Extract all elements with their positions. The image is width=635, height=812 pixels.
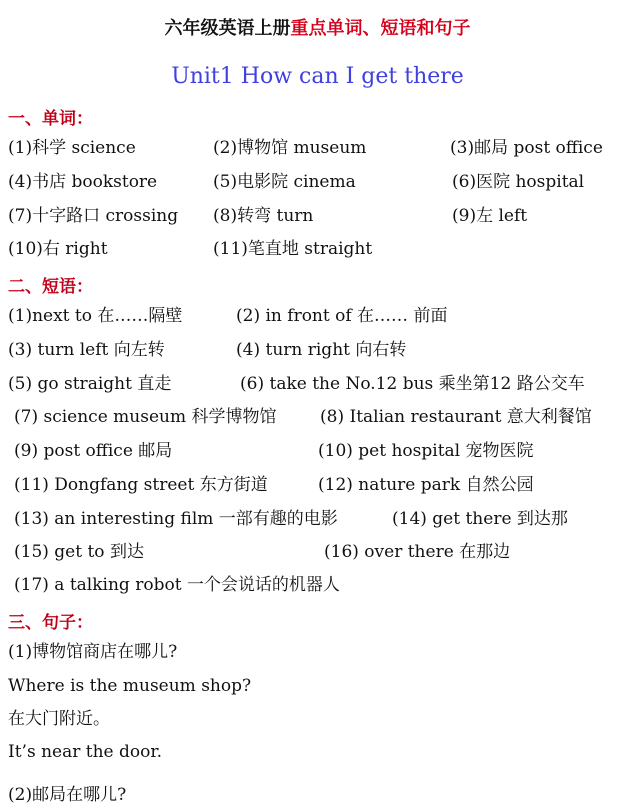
word-item: (3)邮局 post office	[450, 138, 603, 158]
phrase-item: (5) go straight 直走	[8, 374, 172, 394]
phrase-item: (3) turn left 向左转	[8, 340, 165, 360]
phrase-row	[0, 371, 635, 397]
sentence-line: (2)邮局在哪儿?	[8, 785, 127, 805]
phrase-item: (15) get to 到达	[14, 542, 144, 562]
phrase-item: (9) post office 邮局	[14, 441, 173, 461]
phrase-item: (12) nature park 自然公园	[318, 475, 534, 495]
word-item: (5)电影院 cinema	[213, 172, 356, 192]
sentence-line: Where is the museum shop?	[8, 676, 252, 696]
section-heading-words: 一、单词：	[8, 109, 93, 129]
phrase-item: (11) Dongfang street 东方街道	[14, 475, 268, 495]
phrase-item: (1)next to 在……隔壁	[8, 306, 183, 326]
phrase-item: (13) an interesting film 一部有趣的电影	[14, 509, 338, 529]
phrase-item: (10) pet hospital 宠物医院	[318, 441, 534, 461]
word-row	[0, 135, 635, 161]
page-title	[0, 14, 635, 40]
sentence-line: It’s near the door.	[8, 742, 163, 762]
phrase-row	[0, 506, 635, 532]
word-item: (4)书店 bookstore	[8, 172, 158, 192]
phrase-item: (6) take the No.12 bus 乘坐第12 路公交车	[240, 374, 585, 394]
phrase-row	[0, 438, 635, 464]
phrase-row	[0, 572, 635, 598]
section-heading-sentences: 三、句子：	[8, 613, 93, 633]
phrase-row	[0, 404, 635, 430]
word-item: (10)右 right	[8, 239, 108, 259]
section-heading-phrases: 二、短语：	[8, 277, 93, 297]
word-item: (9)左 left	[452, 206, 528, 226]
word-item: (1)科学 science	[8, 138, 136, 158]
sentence-line: 在大门附近。	[8, 709, 110, 729]
phrase-item: (14) get there 到达那	[392, 509, 568, 529]
word-item: (6)医院 hospital	[452, 172, 585, 192]
phrase-item: (16) over there 在那边	[324, 542, 511, 562]
phrase-item: (17) a talking robot 一个会说话的机器人	[14, 575, 340, 595]
word-item: (7)十字路口 crossing	[8, 206, 179, 226]
phrase-item: (8) Italian restaurant 意大利餐馆	[320, 407, 592, 427]
title-part-topic: 重点单词、短语和句子	[290, 18, 471, 39]
phrase-row	[0, 303, 635, 329]
phrase-row	[0, 472, 635, 498]
sentence-line: (1)博物馆商店在哪儿?	[8, 642, 178, 662]
phrase-item: (2) in front of 在…… 前面	[236, 306, 448, 326]
unit-subtitle: Unit1 How can I get there	[171, 64, 464, 89]
word-item: (2)博物馆 museum	[213, 138, 367, 158]
phrase-row	[0, 539, 635, 565]
title-part-grade: 六年级英语上册	[164, 18, 291, 39]
word-item: (8)转弯 turn	[213, 206, 314, 226]
phrase-item: (7) science museum 科学博物馆	[14, 407, 277, 427]
word-item: (11)笔直地 straight	[213, 239, 373, 259]
word-row	[0, 236, 635, 262]
word-row	[0, 203, 635, 229]
word-row	[0, 169, 635, 195]
phrase-row	[0, 337, 635, 363]
phrase-item: (4) turn right 向右转	[236, 340, 407, 360]
